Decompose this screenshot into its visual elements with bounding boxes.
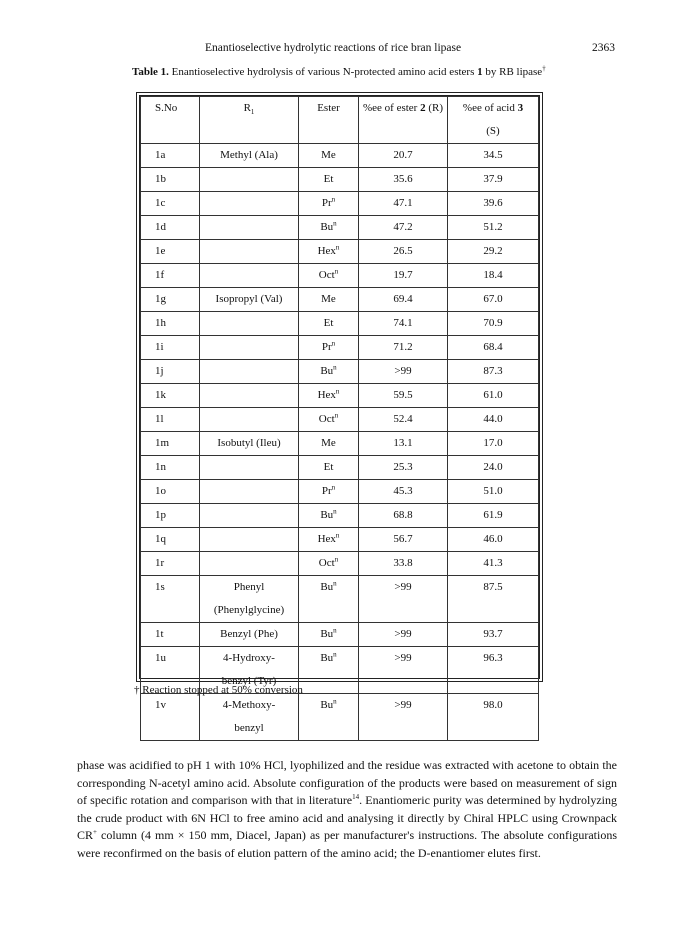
cell-sno-text: 1u xyxy=(155,652,166,664)
cell-ee-acid xyxy=(448,288,539,312)
cell-r1 xyxy=(200,408,299,432)
cell-sno-text: 1l xyxy=(155,413,164,425)
cell-ester-sup: n xyxy=(331,195,336,204)
cell-ee-ester xyxy=(359,647,448,694)
table-label: Table 1. xyxy=(132,66,169,78)
caption-mark: † xyxy=(542,64,546,73)
header-ee-ester-post: (R) xyxy=(425,102,444,114)
cell-ee-acid-text: 67.0 xyxy=(483,293,503,305)
cell-r1 xyxy=(200,288,299,312)
cell-sno-text: 1v xyxy=(155,699,166,711)
cell-sno-text: 1r xyxy=(155,557,165,569)
cell-ee-ester xyxy=(359,504,448,528)
cell-ee-ester-text: 52.4 xyxy=(393,413,413,425)
cell-ee-acid-text: 46.0 xyxy=(483,533,503,545)
cell-ester-text: Bu xyxy=(320,652,334,664)
cell-ester-text: Pr xyxy=(321,485,332,497)
cell-ee-acid-text: 18.4 xyxy=(483,269,503,281)
cell-sno-text: 1c xyxy=(155,197,166,209)
cell-ee-acid-text: 41.3 xyxy=(483,557,503,569)
header-r1 xyxy=(200,97,299,144)
cell-sno-text: 1i xyxy=(155,341,164,353)
cell-r1-text: Benzyl (Phe) xyxy=(220,628,278,640)
table-row xyxy=(141,288,539,312)
cell-sno xyxy=(141,192,200,216)
cell-ee-ester-text: 19.7 xyxy=(393,269,413,281)
cell-ester xyxy=(299,240,359,264)
cell-ester xyxy=(299,192,359,216)
cell-ee-acid xyxy=(448,552,539,576)
cell-ee-acid-text: 93.7 xyxy=(483,628,503,640)
table-row xyxy=(141,528,539,552)
cell-ester xyxy=(299,694,359,741)
table-row xyxy=(141,168,539,192)
cell-ester-text: Hex xyxy=(317,533,336,545)
table-row xyxy=(141,623,539,647)
cell-ee-acid xyxy=(448,384,539,408)
cell-ester-sup: n xyxy=(335,387,340,396)
cell-ester xyxy=(299,528,359,552)
cell-ester-text: Bu xyxy=(320,509,334,521)
header-r1-base: R xyxy=(243,102,251,114)
cell-ester-sup: n xyxy=(333,579,337,588)
table-caption xyxy=(132,66,672,78)
cell-r1-text: Isobutyl (Ileu) xyxy=(217,437,281,449)
cell-sno xyxy=(141,336,200,360)
table-row xyxy=(141,336,539,360)
cell-ee-acid xyxy=(448,576,539,623)
cell-ee-ester-text: 20.7 xyxy=(393,149,413,161)
cell-ester xyxy=(299,504,359,528)
cell-r1 xyxy=(200,432,299,456)
cell-r1 xyxy=(200,576,299,623)
cell-sno xyxy=(141,144,200,168)
cell-ee-ester xyxy=(359,432,448,456)
cell-r1 xyxy=(200,192,299,216)
cell-ee-ester xyxy=(359,240,448,264)
cell-ee-acid-text: 87.3 xyxy=(483,365,503,377)
table-body xyxy=(141,144,539,741)
cell-ester-text: Oct xyxy=(318,413,335,425)
cell-r1-line2: (Phenylglycine) xyxy=(213,604,285,616)
cell-sno-text: 1p xyxy=(155,509,166,521)
cell-ester-sup: n xyxy=(333,219,337,228)
cell-ester-text: Me xyxy=(321,293,336,305)
cell-ee-ester xyxy=(359,216,448,240)
cell-ee-acid xyxy=(448,456,539,480)
cell-sno xyxy=(141,384,200,408)
table-row xyxy=(141,432,539,456)
cell-ee-acid xyxy=(448,528,539,552)
cell-ee-ester-text: 33.8 xyxy=(393,557,413,569)
cell-r1-text: Methyl (Ala) xyxy=(220,149,278,161)
cell-ee-acid xyxy=(448,168,539,192)
cell-ee-ester-text: 74.1 xyxy=(393,317,413,329)
cell-r1 xyxy=(200,384,299,408)
cell-ee-acid xyxy=(448,312,539,336)
cell-r1-text: Phenyl xyxy=(233,581,265,593)
cell-ester xyxy=(299,288,359,312)
cell-sno-text: 1b xyxy=(155,173,166,185)
cell-ester xyxy=(299,408,359,432)
cell-ee-ester xyxy=(359,192,448,216)
cell-ee-acid-text: 29.2 xyxy=(483,245,503,257)
cell-ee-ester xyxy=(359,552,448,576)
cell-sno xyxy=(141,240,200,264)
cell-r1 xyxy=(200,456,299,480)
cell-sno-text: 1f xyxy=(155,269,165,281)
cell-ee-acid-text: 61.0 xyxy=(483,389,503,401)
cell-ee-acid-text: 34.5 xyxy=(483,149,503,161)
cell-ee-ester xyxy=(359,288,448,312)
cell-r1 xyxy=(200,480,299,504)
cell-ester xyxy=(299,552,359,576)
cell-ee-ester-text: 25.3 xyxy=(393,461,413,473)
cell-ee-ester xyxy=(359,264,448,288)
header-ee-ester-pre: %ee of ester xyxy=(362,102,421,114)
cell-ester-text: Bu xyxy=(320,221,334,233)
cell-ester-sup: n xyxy=(334,411,339,420)
table-row xyxy=(141,216,539,240)
cell-ester-text: Me xyxy=(321,149,336,161)
table-row xyxy=(141,144,539,168)
cell-ee-ester-text: 35.6 xyxy=(393,173,413,185)
cell-sno-text: 1d xyxy=(155,221,166,233)
cell-ee-acid-text: 39.6 xyxy=(483,197,503,209)
table-row xyxy=(141,192,539,216)
cell-ee-acid xyxy=(448,216,539,240)
table-row xyxy=(141,504,539,528)
cell-ee-acid xyxy=(448,240,539,264)
cell-ester xyxy=(299,312,359,336)
cell-ee-ester-text: 56.7 xyxy=(393,533,413,545)
cell-sno xyxy=(141,360,200,384)
table-footnote: † Reaction stopped at 50% conversion xyxy=(134,684,303,696)
table-row xyxy=(141,408,539,432)
cell-ester xyxy=(299,623,359,647)
cell-sno xyxy=(141,168,200,192)
cell-sno xyxy=(141,264,200,288)
cell-ee-ester xyxy=(359,623,448,647)
cell-ee-acid-text: 24.0 xyxy=(483,461,503,473)
header-r1-sub: 1 xyxy=(250,108,255,117)
cell-ester-sup: n xyxy=(333,363,337,372)
cell-r1 xyxy=(200,552,299,576)
cell-ee-ester-text: 71.2 xyxy=(393,341,413,353)
cell-sno xyxy=(141,288,200,312)
table-row xyxy=(141,240,539,264)
cell-ee-ester xyxy=(359,168,448,192)
cell-ee-ester-text: 13.1 xyxy=(393,437,413,449)
cell-ester-sup: n xyxy=(333,626,337,635)
cell-ee-ester xyxy=(359,694,448,741)
cell-ee-acid xyxy=(448,694,539,741)
cell-r1 xyxy=(200,168,299,192)
cell-r1 xyxy=(200,360,299,384)
cell-r1 xyxy=(200,216,299,240)
cell-sno xyxy=(141,216,200,240)
cell-sno-text: 1j xyxy=(155,365,164,377)
cell-ester xyxy=(299,480,359,504)
cell-ee-ester-text: 47.1 xyxy=(393,197,413,209)
cell-ester-text: Hex xyxy=(317,245,336,257)
cell-r1 xyxy=(200,144,299,168)
cell-ee-acid-text: 96.3 xyxy=(483,652,503,664)
cell-ee-ester xyxy=(359,312,448,336)
cell-sno-text: 1m xyxy=(155,437,170,449)
cell-r1 xyxy=(200,240,299,264)
header-row xyxy=(141,97,539,144)
header-ee-acid xyxy=(448,97,539,144)
cell-ee-acid-text: 37.9 xyxy=(483,173,503,185)
cell-ester-text: Et xyxy=(323,317,334,329)
table-row xyxy=(141,384,539,408)
cell-ee-acid xyxy=(448,432,539,456)
cell-sno-text: 1e xyxy=(155,245,166,257)
cell-ee-acid-text: 87.5 xyxy=(483,581,503,593)
header-ee-acid-pre: %ee of acid xyxy=(462,102,518,114)
cell-ester-text: Hex xyxy=(317,389,336,401)
cell-ee-ester-text: >99 xyxy=(394,365,412,377)
body-paragraph xyxy=(77,757,617,862)
cell-ee-acid xyxy=(448,192,539,216)
cell-ester-text: Pr xyxy=(321,197,332,209)
cell-r1 xyxy=(200,312,299,336)
cell-sno xyxy=(141,408,200,432)
cell-ee-acid-text: 68.4 xyxy=(483,341,503,353)
cell-r1-text: 4-Methoxy- xyxy=(222,699,276,711)
cell-ester xyxy=(299,432,359,456)
cell-ester-text: Pr xyxy=(321,341,332,353)
results-table xyxy=(140,96,539,741)
cell-ee-ester-text: 26.5 xyxy=(393,245,413,257)
cell-ester-sup: n xyxy=(334,555,339,564)
cell-ester-text: Bu xyxy=(320,628,334,640)
cell-ester xyxy=(299,168,359,192)
cell-ee-ester-text: 69.4 xyxy=(393,293,413,305)
cell-ester-text: Oct xyxy=(318,557,335,569)
cell-sno-text: 1s xyxy=(155,581,165,593)
cell-ee-ester-text: >99 xyxy=(394,699,412,711)
table-row xyxy=(141,694,539,741)
cell-sno xyxy=(141,432,200,456)
cell-ester-text: Bu xyxy=(320,699,334,711)
cell-ester-text: Bu xyxy=(320,581,334,593)
cell-ester xyxy=(299,456,359,480)
caption-compound: 1 xyxy=(477,66,483,78)
cell-ester xyxy=(299,264,359,288)
table-row xyxy=(141,480,539,504)
cell-ester-sup: n xyxy=(335,531,340,540)
header-ee-acid-num: 3 xyxy=(517,102,524,114)
cell-r1 xyxy=(200,623,299,647)
cell-sno xyxy=(141,552,200,576)
cell-ester xyxy=(299,216,359,240)
caption-text-2: by RB lipase xyxy=(482,66,543,78)
cell-ee-acid xyxy=(448,647,539,694)
cell-sno xyxy=(141,456,200,480)
header-sno: S.No xyxy=(141,97,200,144)
cell-ester xyxy=(299,647,359,694)
cell-ee-acid-text: 98.0 xyxy=(483,699,503,711)
cell-ee-acid xyxy=(448,480,539,504)
cell-r1 xyxy=(200,264,299,288)
cell-sno xyxy=(141,504,200,528)
cell-sno-text: 1a xyxy=(155,149,166,161)
cell-r1 xyxy=(200,336,299,360)
cell-ester-sup: n xyxy=(334,267,339,276)
cell-ester-text: Oct xyxy=(318,269,335,281)
cell-ester-text: Bu xyxy=(320,365,334,377)
cell-ee-ester xyxy=(359,528,448,552)
cell-ee-acid-text: 17.0 xyxy=(483,437,503,449)
table-row xyxy=(141,264,539,288)
cell-sno xyxy=(141,312,200,336)
cell-ester-sup: n xyxy=(335,243,340,252)
cell-sno-text: 1n xyxy=(155,461,166,473)
cell-ester-text: Et xyxy=(323,173,334,185)
cell-ee-ester-text: 68.8 xyxy=(393,509,413,521)
cell-ee-ester xyxy=(359,576,448,623)
caption-text-1: Enantioselective hydrolysis of various N-protected amino acid esters xyxy=(168,66,478,78)
cell-ee-acid xyxy=(448,504,539,528)
cell-r1-text: 4-Hydroxy- xyxy=(223,652,275,664)
header-ee-ester xyxy=(359,97,448,144)
table-row xyxy=(141,576,539,623)
cell-ee-ester xyxy=(359,384,448,408)
cell-ee-acid-text: 70.9 xyxy=(483,317,503,329)
header-ee-acid-line2: (S) xyxy=(486,125,500,137)
cell-sno-text: 1q xyxy=(155,533,166,545)
reference-marker: 14 xyxy=(352,793,360,801)
cell-r1-text: Isopropyl (Val) xyxy=(215,293,283,305)
plus-superscript: + xyxy=(93,828,97,836)
cell-ee-ester xyxy=(359,408,448,432)
cell-ee-acid-text: 44.0 xyxy=(483,413,503,425)
cell-r1 xyxy=(200,694,299,741)
cell-ester xyxy=(299,384,359,408)
table-row xyxy=(141,360,539,384)
cell-ee-ester xyxy=(359,336,448,360)
header-ee-ester-num: 2 xyxy=(420,102,426,114)
cell-ee-ester-text: >99 xyxy=(394,652,412,664)
cell-r1 xyxy=(200,528,299,552)
body-text-1: phase was acidified to pH 1 with 10% HCl, lyophilized and the residue was extracted with acetone to obtain the corresponding N-acetyl amino acid. Absolute configuration of the products were based on measurement of sign of specific rotation and comparison with that in literature xyxy=(77,758,617,807)
running-title: Enantioselective hydrolytic reactions of rice bran lipase xyxy=(205,42,462,54)
cell-ee-acid-text: 51.0 xyxy=(483,485,503,497)
cell-r1 xyxy=(200,504,299,528)
cell-ee-acid xyxy=(448,264,539,288)
cell-sno-text: 1o xyxy=(155,485,166,497)
cell-ester-text: Et xyxy=(323,461,334,473)
cell-ester xyxy=(299,144,359,168)
body-text-3: column (4 mm × 150 mm, Diacel, Japan) as per manufacturer's instructions. The absolute configurations were reconfirmed on the basis of elution pattern of the amino acid; the D-enantiomer elutes first. xyxy=(77,828,617,860)
cell-ester-sup: n xyxy=(331,483,336,492)
cell-sno-text: 1h xyxy=(155,317,166,329)
cell-ee-ester-text: >99 xyxy=(394,581,412,593)
cell-ee-ester xyxy=(359,144,448,168)
cell-ester-sup: n xyxy=(331,339,336,348)
cell-r1-line2: benzyl (Tyr) xyxy=(221,675,277,687)
cell-ee-ester-text: 59.5 xyxy=(393,389,413,401)
cell-ester-sup: n xyxy=(333,650,337,659)
cell-ester xyxy=(299,360,359,384)
cell-sno xyxy=(141,623,200,647)
cell-ester-sup: n xyxy=(333,697,337,706)
cell-ee-acid xyxy=(448,144,539,168)
cell-ee-ester-text: 45.3 xyxy=(393,485,413,497)
cell-sno xyxy=(141,694,200,741)
cell-ee-acid xyxy=(448,360,539,384)
cell-ee-ester xyxy=(359,456,448,480)
cell-ee-acid-text: 51.2 xyxy=(483,221,503,233)
cell-sno xyxy=(141,528,200,552)
body-text-2: . Enantiomeric purity was determined by hydrolyzing the crude product with 6N HCl to free amino acid and analysing it directly by Chiral HPLC using Crownpack CR xyxy=(77,793,617,842)
cell-ee-ester xyxy=(359,360,448,384)
cell-ee-ester-text: 47.2 xyxy=(393,221,413,233)
cell-ee-ester-text: >99 xyxy=(394,628,412,640)
header-ester: Ester xyxy=(299,97,359,144)
cell-sno-text: 1g xyxy=(155,293,166,305)
cell-ee-acid xyxy=(448,408,539,432)
cell-r1-line2: benzyl xyxy=(234,722,264,734)
cell-ester xyxy=(299,576,359,623)
cell-ee-acid xyxy=(448,336,539,360)
cell-sno-text: 1k xyxy=(155,389,166,401)
cell-ester-text: Me xyxy=(321,437,336,449)
cell-sno-text: 1t xyxy=(155,628,164,640)
page-number: 2363 xyxy=(592,42,615,54)
cell-sno xyxy=(141,576,200,623)
cell-ee-acid-text: 61.9 xyxy=(483,509,503,521)
cell-ee-acid xyxy=(448,623,539,647)
table-row xyxy=(141,552,539,576)
table-row xyxy=(141,312,539,336)
cell-ester xyxy=(299,336,359,360)
cell-ee-ester xyxy=(359,480,448,504)
cell-ester-sup: n xyxy=(333,507,337,516)
table-row xyxy=(141,456,539,480)
cell-sno xyxy=(141,480,200,504)
